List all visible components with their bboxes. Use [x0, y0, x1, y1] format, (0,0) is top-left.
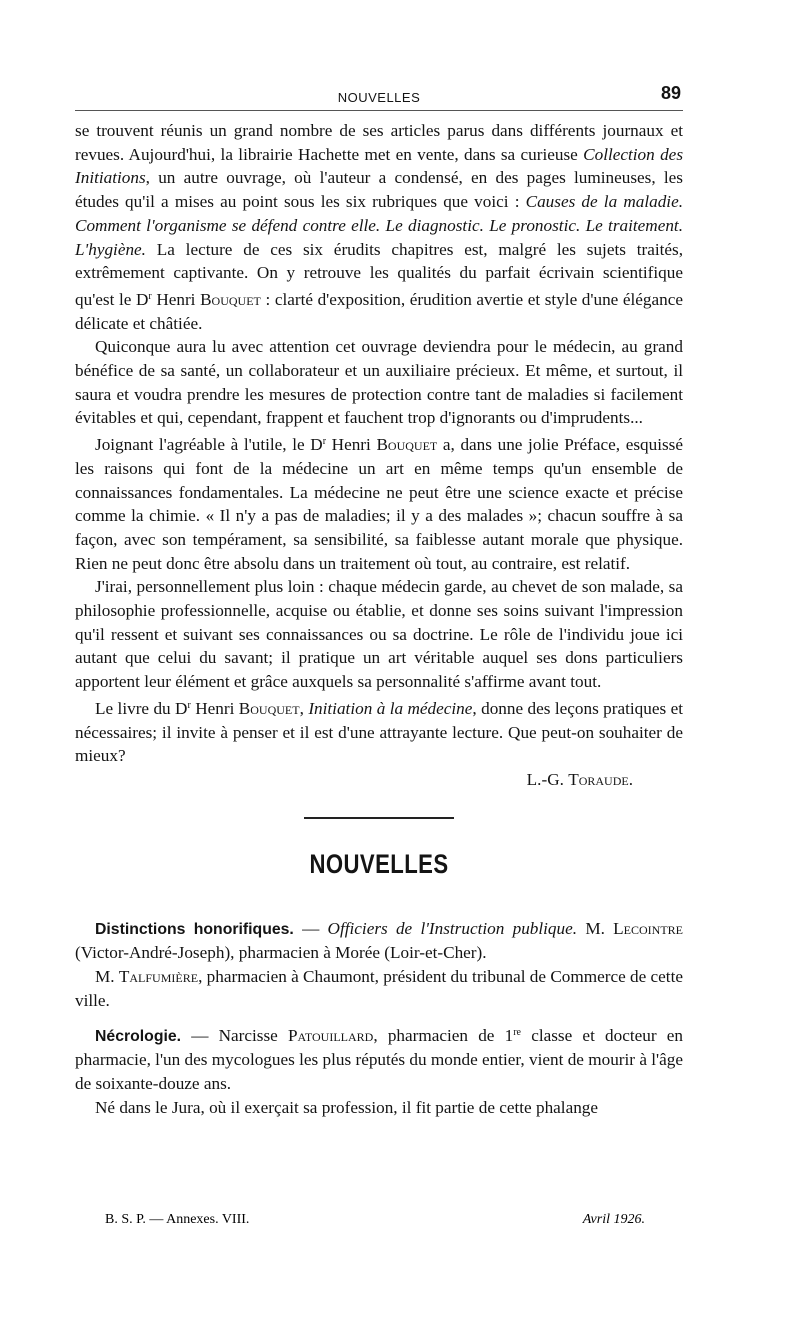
- superscript: r: [322, 436, 327, 448]
- runin-heading: Nécrologie.: [95, 1027, 182, 1045]
- small-caps-name: Bouquet: [376, 435, 438, 455]
- running-head: [75, 80, 683, 110]
- small-caps-name: Talfumière: [118, 967, 199, 987]
- small-caps-name: Bouquet: [200, 289, 261, 309]
- text-run: Quiconque aura lu avec attention cet ouvrage deviendra pour le médecin, au grand bénéfice de sa santé, un collaborateur et un auxiliaire précieux. Et même, et surtout, il saura et voudra prendre les mesures de protection contre tant de maladies si facilement évitables et qui, cependant, frappent et fauchent trop d'ignorants ou d'imprudents...: [75, 337, 683, 428]
- text-run: .: [628, 769, 633, 789]
- header-rule: [75, 110, 683, 111]
- news-paragraph-3: [75, 1021, 683, 1096]
- news-paragraph-4: [75, 1096, 683, 1120]
- text-run: a, dans une jolie Préface, esquissé les raisons qui font de la médecine un art en même temps qu'un ensemble de connaissances fondamentales. La médecine ne peut être une science exacte et précise comme la chimie. « Il n'y a pas de maladies; il y a des malades »; chacun souffre à sa façon, avec son tempérament, sa sensibilité, sa faiblesse autant morale que physique. Rien ne peut donc être absolu dans un traitement où tout, au contraire, est relatif.: [75, 435, 683, 573]
- review-paragraph-5: [75, 694, 683, 768]
- news-paragraph-1: [75, 917, 683, 965]
- paragraph-gap: [75, 1013, 683, 1021]
- superscript: re: [513, 1026, 521, 1038]
- text-run: ,: [299, 698, 309, 718]
- italic-text: Officiers de l'Instruction publique.: [327, 918, 578, 938]
- page-body: [75, 80, 683, 1119]
- small-caps-name: Patouillard: [288, 1025, 374, 1045]
- small-caps-name: Bouquet: [238, 698, 300, 718]
- running-title: NOUVELLES: [337, 90, 421, 105]
- italic-text: Initiation à la médecine: [308, 698, 473, 718]
- text-run: M.: [95, 967, 119, 987]
- superscript: r: [148, 290, 152, 302]
- text-run: Né dans le Jura, où il exerçait sa profession, il fit partie de cette phalange: [95, 1097, 599, 1117]
- text-run: —: [293, 918, 328, 938]
- page-footer: [105, 1212, 645, 1232]
- text-run: se trouvent réunis un grand nombre de ses articles parus dans différents journaux et revues. Aujourd'hui, la librairie Hachette met en vente, dans sa curieuse: [75, 121, 683, 164]
- text-run: Le livre du D: [95, 698, 188, 718]
- section-divider: [304, 817, 454, 819]
- section-title: NOUVELLES: [309, 848, 449, 879]
- italic-text: Collection des Initiations: [75, 144, 684, 188]
- text-run: M.: [577, 918, 614, 938]
- text-run: : clarté d'exposition, érudition avertie et style d'une élégance délicate et châtiée.: [75, 289, 684, 333]
- text-run: — Narcisse: [181, 1025, 288, 1045]
- text-run: , donne des leçons pratiques et nécessaires; il invite à penser et il est d'une attrayante lecture. Que peut-on souhaiter de mieux?: [75, 698, 683, 766]
- footer-journal: B. S. P. — Annexes. VIII.: [105, 1212, 250, 1227]
- text-run: (Victor-André-Joseph), pharmacien à Morée (Loir-et-Cher).: [75, 943, 487, 963]
- text-run: Henri: [151, 289, 201, 309]
- review-signature: [75, 768, 633, 792]
- text-run: La lecture de ces six érudits chapitres est, malgré les sujets traités, extrêmement captivante. On y retrouve les qualités du parfait écrivain scientifique qu'est le D: [75, 239, 683, 309]
- review-paragraph-3: [75, 430, 683, 575]
- text-run: Joignant l'agréable à l'utile, le D: [95, 435, 323, 455]
- text-run: Henri: [326, 435, 377, 455]
- review-paragraph-1: [75, 119, 683, 335]
- runin-heading: Distinctions honorifiques.: [95, 920, 294, 938]
- superscript: r: [187, 699, 191, 711]
- small-caps-name: Toraude: [568, 769, 629, 789]
- review-paragraph-4: [75, 575, 683, 694]
- text-run: , pharmacien de 1: [373, 1025, 514, 1045]
- page-number: 89: [660, 83, 681, 103]
- text-run: , pharmacien à Chaumont, président du tribunal de Commerce de cette ville.: [75, 967, 683, 1010]
- text-run: J'irai, personnellement plus loin : chaque médecin garde, au chevet de son malade, sa philosophie professionnelle, acquise ou établie, et donne ses soins suivant l'impression qu'il ressent et suivant ses connaissances ou sa doctrine. Le rôle de l'individu joue ici autant que celui du savant; il pratique un art véritable auquel ses dons particuliers apportent leur élément et grâce auxquels sa personnalité s'affirme avant tout.: [75, 577, 683, 692]
- text-run: L.-G.: [526, 769, 569, 789]
- text-run: Henri: [190, 698, 239, 718]
- text-run: , un autre ouvrage, où l'auteur a condensé, en des pages lumineuses, les études qu'il a mises au point sous les six rubriques que voici :: [75, 168, 683, 212]
- text-run: classe et docteur en pharmacie, l'un des mycologues les plus réputés du monde entier, vient de mourir à l'âge de soixante-douze ans.: [75, 1025, 683, 1093]
- footer-date: Avril 1926.: [582, 1212, 645, 1227]
- small-caps-name: Lecointre: [613, 918, 683, 938]
- italic-text: Causes de la maladie. Comment l'organisme se défend contre elle. Le diagnostic. Le pronostic. Le traitement. L'hygiène.: [75, 192, 683, 259]
- review-paragraph-2: [75, 335, 683, 430]
- news-paragraph-2: [75, 965, 683, 1012]
